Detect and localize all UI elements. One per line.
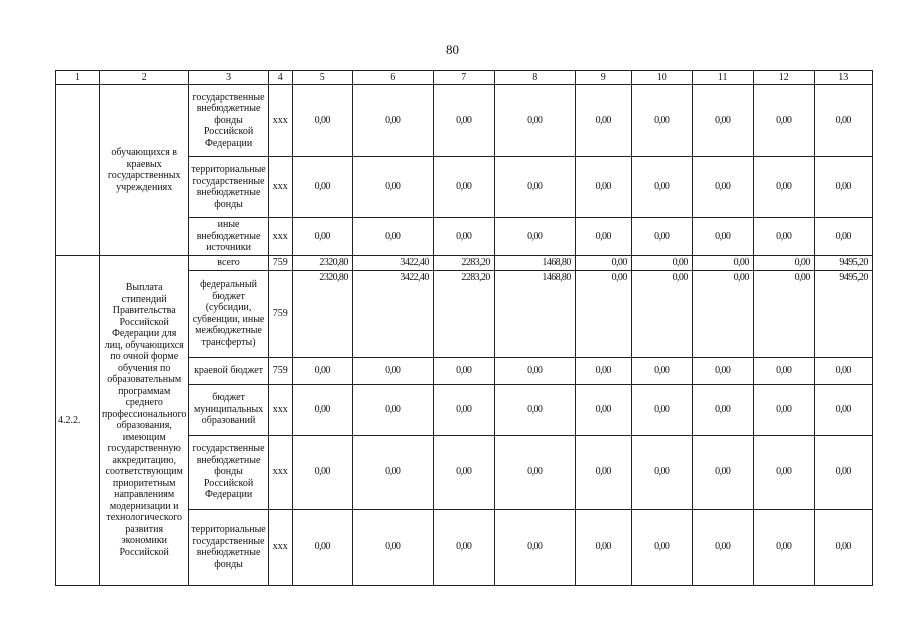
value-cell: 3422,40 bbox=[352, 270, 433, 357]
value-cell: 0,00 bbox=[631, 218, 692, 256]
value-cell: 0,00 bbox=[692, 218, 753, 256]
code-cell: xxx bbox=[268, 85, 292, 157]
value-cell: 2320,80 bbox=[292, 270, 352, 357]
column-header: 2 bbox=[100, 71, 189, 85]
value-cell: 0,00 bbox=[494, 384, 575, 435]
value-cell: 0,00 bbox=[352, 384, 433, 435]
value-cell: 0,00 bbox=[433, 435, 494, 509]
value-cell: 0,00 bbox=[631, 256, 692, 271]
funding-source: краевой бюджет bbox=[189, 357, 268, 384]
column-header: 10 bbox=[631, 71, 692, 85]
value-cell: 0,00 bbox=[352, 157, 433, 218]
value-cell: 0,00 bbox=[814, 85, 872, 157]
funding-source: федеральный бюджет (субсидии, субвенции, иные межбюджетные трансферты) bbox=[189, 270, 268, 357]
value-cell: 0,00 bbox=[631, 509, 692, 585]
value-cell: 0,00 bbox=[292, 85, 352, 157]
value-cell: 0,00 bbox=[292, 435, 352, 509]
value-cell: 0,00 bbox=[352, 435, 433, 509]
column-header-row bbox=[56, 71, 873, 85]
funding-source: государственные внебюджетные фонды Российской Федерации bbox=[189, 85, 268, 157]
value-cell: 2283,20 bbox=[433, 270, 494, 357]
value-cell: 0,00 bbox=[814, 157, 872, 218]
value-cell: 0,00 bbox=[753, 357, 814, 384]
value-cell: 9495,20 bbox=[814, 256, 872, 271]
value-cell: 0,00 bbox=[692, 384, 753, 435]
value-cell: 0,00 bbox=[692, 256, 753, 271]
column-header: 12 bbox=[753, 71, 814, 85]
value-cell: 0,00 bbox=[352, 509, 433, 585]
value-cell: 0,00 bbox=[292, 357, 352, 384]
value-cell: 0,00 bbox=[433, 218, 494, 256]
column-header: 13 bbox=[814, 71, 872, 85]
value-cell: 0,00 bbox=[575, 256, 631, 271]
value-cell: 0,00 bbox=[753, 85, 814, 157]
value-cell: 0,00 bbox=[494, 357, 575, 384]
value-cell: 0,00 bbox=[575, 218, 631, 256]
value-cell: 1468,80 bbox=[494, 270, 575, 357]
code-cell: xxx bbox=[268, 218, 292, 256]
code-cell: 759 bbox=[268, 256, 292, 271]
value-cell: 0,00 bbox=[753, 270, 814, 357]
value-cell: 0,00 bbox=[814, 384, 872, 435]
value-cell: 0,00 bbox=[575, 85, 631, 157]
value-cell: 0,00 bbox=[494, 157, 575, 218]
page-number: 80 bbox=[446, 42, 459, 57]
funding-source: иные внебюджетные источники bbox=[189, 218, 268, 256]
value-cell: 0,00 bbox=[814, 509, 872, 585]
funding-source: территориальные государственные внебюджетные фонды bbox=[189, 157, 268, 218]
value-cell: 2320,80 bbox=[292, 256, 352, 271]
value-cell: 1468,80 bbox=[494, 256, 575, 271]
value-cell: 0,00 bbox=[631, 357, 692, 384]
value-cell: 0,00 bbox=[692, 270, 753, 357]
value-cell: 0,00 bbox=[575, 435, 631, 509]
value-cell: 0,00 bbox=[292, 218, 352, 256]
table-row bbox=[56, 85, 873, 157]
value-cell: 0,00 bbox=[631, 85, 692, 157]
value-cell: 0,00 bbox=[292, 384, 352, 435]
value-cell: 0,00 bbox=[753, 384, 814, 435]
value-cell: 0,00 bbox=[692, 157, 753, 218]
value-cell: 0,00 bbox=[753, 256, 814, 271]
value-cell: 0,00 bbox=[352, 85, 433, 157]
value-cell: 0,00 bbox=[494, 435, 575, 509]
column-header: 4 bbox=[268, 71, 292, 85]
value-cell: 0,00 bbox=[575, 509, 631, 585]
value-cell: 0,00 bbox=[631, 435, 692, 509]
value-cell: 0,00 bbox=[575, 270, 631, 357]
value-cell: 0,00 bbox=[352, 218, 433, 256]
value-cell: 0,00 bbox=[575, 384, 631, 435]
column-header: 8 bbox=[494, 71, 575, 85]
value-cell: 0,00 bbox=[692, 357, 753, 384]
value-cell: 0,00 bbox=[494, 218, 575, 256]
value-cell: 0,00 bbox=[753, 218, 814, 256]
column-header: 3 bbox=[189, 71, 268, 85]
value-cell: 0,00 bbox=[814, 218, 872, 256]
funding-source: бюджет муниципальных образований bbox=[189, 384, 268, 435]
value-cell: 0,00 bbox=[494, 85, 575, 157]
value-cell: 0,00 bbox=[753, 435, 814, 509]
value-cell: 9495,20 bbox=[814, 270, 872, 357]
value-cell: 0,00 bbox=[433, 384, 494, 435]
value-cell: 0,00 bbox=[631, 270, 692, 357]
value-cell: 0,00 bbox=[494, 509, 575, 585]
value-cell: 0,00 bbox=[631, 157, 692, 218]
value-cell: 0,00 bbox=[814, 357, 872, 384]
value-cell: 0,00 bbox=[292, 157, 352, 218]
code-cell: xxx bbox=[268, 157, 292, 218]
value-cell: 0,00 bbox=[692, 435, 753, 509]
code-cell: 759 bbox=[268, 270, 292, 357]
column-header: 7 bbox=[433, 71, 494, 85]
value-cell: 0,00 bbox=[631, 384, 692, 435]
column-header: 1 bbox=[56, 71, 100, 85]
column-header: 9 bbox=[575, 71, 631, 85]
code-cell: xxx bbox=[268, 509, 292, 585]
code-cell: xxx bbox=[268, 435, 292, 509]
value-cell: 0,00 bbox=[352, 357, 433, 384]
item-name: Выплата стипендий Правительства Российской Федерации для лиц, обучающихся по очной форме обучения по образовательным программам среднего профессионального образования, имеющим государственную аккредитацию, соответствующим приоритетным направлениям модернизации и технологического развития экономики Российской bbox=[100, 256, 189, 586]
value-cell: 0,00 bbox=[692, 509, 753, 585]
value-cell: 0,00 bbox=[433, 85, 494, 157]
value-cell: 0,00 bbox=[292, 509, 352, 585]
value-cell: 0,00 bbox=[692, 85, 753, 157]
value-cell: 0,00 bbox=[753, 509, 814, 585]
funding-source: территориальные государственные внебюджетные фонды bbox=[189, 509, 268, 585]
column-header: 6 bbox=[352, 71, 433, 85]
value-cell: 3422,40 bbox=[352, 256, 433, 271]
code-cell: 759 bbox=[268, 357, 292, 384]
value-cell: 0,00 bbox=[433, 509, 494, 585]
code-cell: xxx bbox=[268, 384, 292, 435]
value-cell: 0,00 bbox=[814, 435, 872, 509]
funding-source: всего bbox=[189, 256, 268, 271]
value-cell: 2283,20 bbox=[433, 256, 494, 271]
value-cell: 0,00 bbox=[753, 157, 814, 218]
value-cell: 0,00 bbox=[575, 157, 631, 218]
table-row bbox=[56, 256, 873, 271]
value-cell: 0,00 bbox=[433, 157, 494, 218]
column-header: 5 bbox=[292, 71, 352, 85]
item-id-cell bbox=[56, 85, 100, 256]
budget-table bbox=[55, 70, 873, 586]
value-cell: 0,00 bbox=[433, 357, 494, 384]
item-id: 4.2.2. bbox=[56, 256, 100, 586]
funding-source: государственные внебюджетные фонды Российской Федерации bbox=[189, 435, 268, 509]
item-name: обучающихся в краевых государственных учреждениях bbox=[100, 85, 189, 256]
column-header: 11 bbox=[692, 71, 753, 85]
value-cell: 0,00 bbox=[575, 357, 631, 384]
